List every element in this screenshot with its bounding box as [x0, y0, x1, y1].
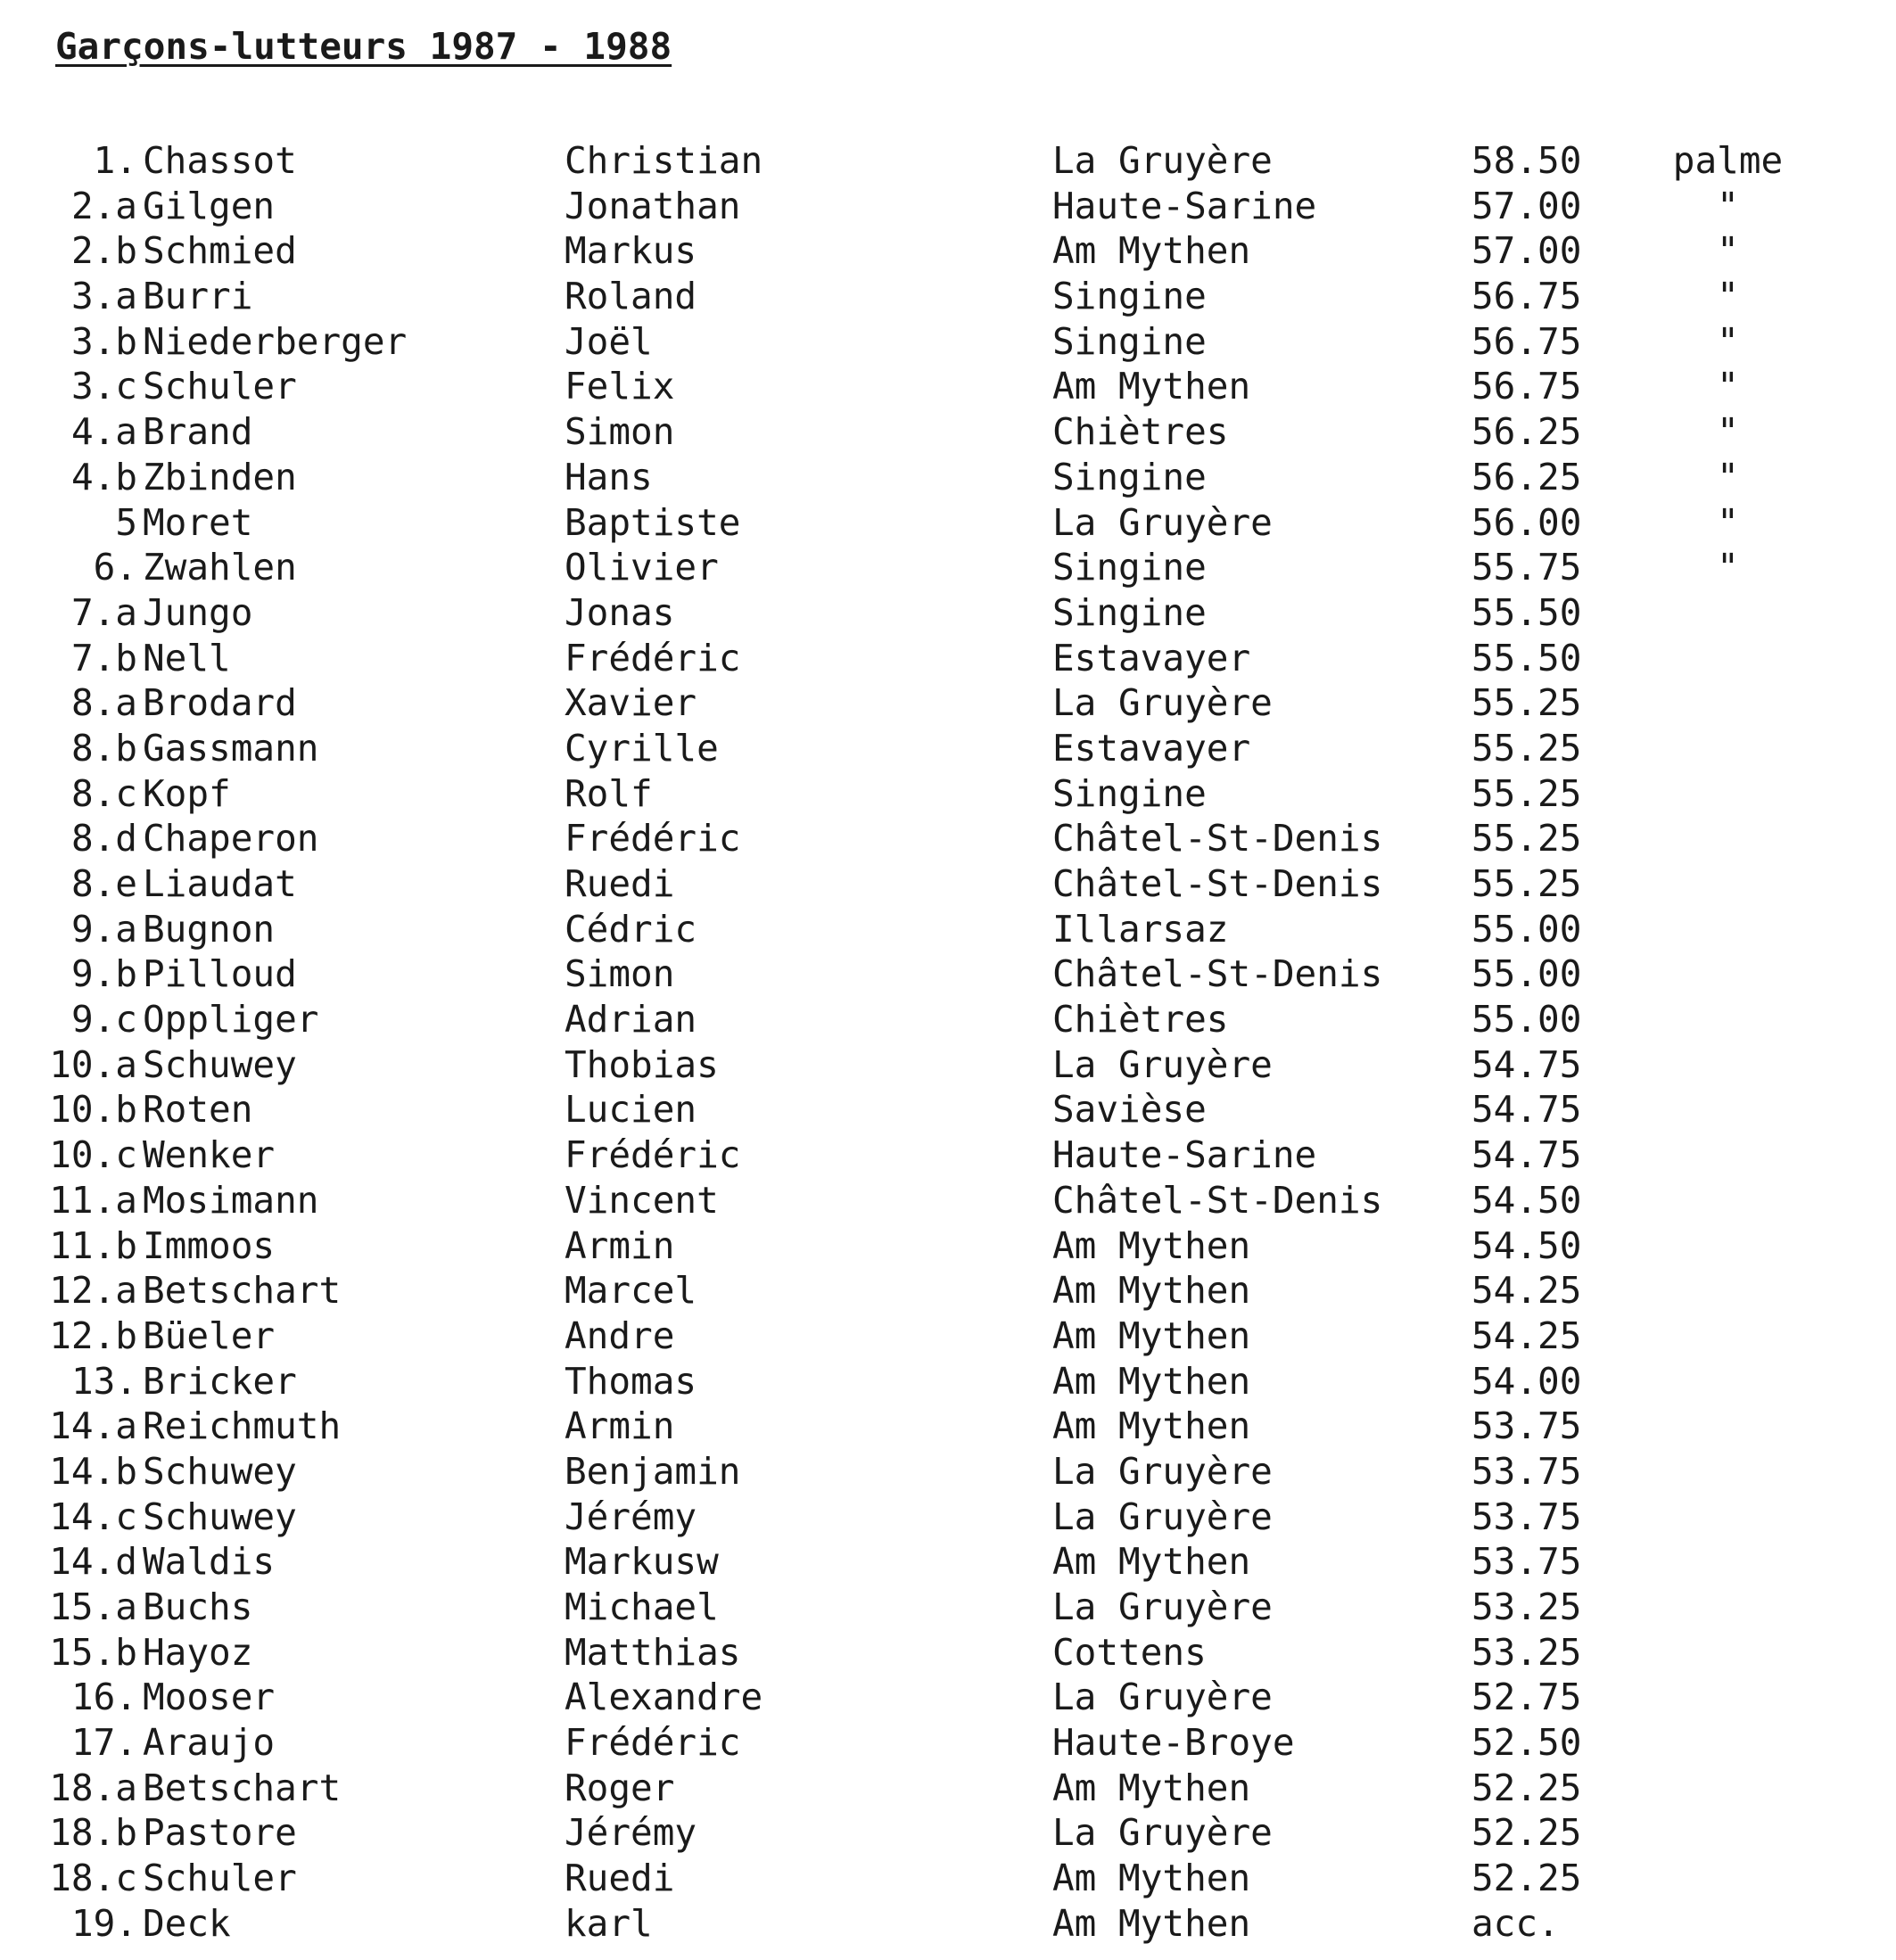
last-name-cell: Niederberger	[143, 319, 408, 363]
first-name-cell: Michael	[565, 1585, 719, 1628]
rank-cell: 4.b	[70, 455, 137, 498]
score-cell: 52.25	[1471, 1811, 1582, 1855]
club-cell: Singine	[1052, 546, 1207, 589]
note-cell: "	[1717, 275, 1739, 318]
rank-cell: 9.c	[70, 998, 137, 1042]
result-row	[0, 1585, 1896, 1630]
note-cell: "	[1717, 546, 1739, 589]
result-row	[0, 1630, 1896, 1676]
score-cell: 56.25	[1471, 455, 1582, 498]
first-name-cell: Ruedi	[565, 1857, 675, 1900]
first-name-cell: Olivier	[565, 546, 719, 589]
club-cell: Châtel-St-Denis	[1052, 862, 1383, 905]
first-name-cell: Frédéric	[565, 636, 741, 679]
last-name-cell: Liaudat	[143, 862, 297, 905]
score-cell: 54.75	[1471, 1133, 1582, 1177]
score-cell: 55.25	[1471, 681, 1582, 725]
note-cell: "	[1717, 455, 1739, 498]
club-cell: Am Mythen	[1052, 1314, 1251, 1357]
club-cell: La Gruyère	[1052, 1449, 1273, 1493]
result-row	[0, 1404, 1896, 1449]
club-cell: La Gruyère	[1052, 500, 1273, 544]
last-name-cell: Schmied	[143, 229, 297, 273]
result-row	[0, 274, 1896, 319]
club-cell: La Gruyère	[1052, 1585, 1273, 1628]
result-row	[0, 816, 1896, 861]
result-row	[0, 951, 1896, 997]
score-cell: 52.25	[1471, 1857, 1582, 1900]
result-row	[0, 1314, 1896, 1359]
last-name-cell: Immoos	[143, 1223, 276, 1267]
rank-cell: 12.b	[49, 1314, 137, 1357]
result-row	[0, 1087, 1896, 1132]
first-name-cell: Markus	[565, 229, 697, 273]
first-name-cell: Jérémy	[565, 1495, 697, 1538]
first-name-cell: Xavier	[565, 681, 697, 725]
rank-cell: 7.a	[70, 590, 137, 634]
club-cell: Cottens	[1052, 1630, 1207, 1674]
last-name-cell: Schuwey	[143, 1495, 297, 1538]
last-name-cell: Araujo	[143, 1721, 276, 1765]
first-name-cell: Lucien	[565, 1088, 697, 1132]
rank-cell: 10.c	[49, 1133, 137, 1177]
score-cell: 56.25	[1471, 410, 1582, 454]
score-cell: 57.00	[1471, 184, 1582, 227]
score-cell: 52.25	[1471, 1766, 1582, 1809]
result-row	[0, 1042, 1896, 1088]
result-row	[0, 409, 1896, 455]
first-name-cell: Joël	[565, 319, 653, 363]
last-name-cell: Brodard	[143, 681, 297, 725]
club-cell: Am Mythen	[1052, 365, 1251, 408]
result-row	[0, 184, 1896, 229]
club-cell: La Gruyère	[1052, 1676, 1273, 1719]
last-name-cell: Schuwey	[143, 1042, 297, 1086]
first-name-cell: Simon	[565, 410, 675, 454]
last-name-cell: Schuwey	[143, 1449, 297, 1493]
score-cell: 56.75	[1471, 319, 1582, 363]
result-row	[0, 1268, 1896, 1314]
result-row	[0, 590, 1896, 636]
result-row	[0, 1449, 1896, 1495]
last-name-cell: Chaperon	[143, 817, 319, 861]
score-cell: 54.25	[1471, 1269, 1582, 1313]
first-name-cell: Alexandre	[565, 1676, 763, 1719]
result-row	[0, 1810, 1896, 1856]
first-name-cell: Roger	[565, 1766, 675, 1809]
result-row	[0, 1856, 1896, 1901]
club-cell: Haute-Broye	[1052, 1721, 1295, 1765]
score-cell: 54.25	[1471, 1314, 1582, 1357]
rank-cell: 9.b	[70, 952, 137, 996]
first-name-cell: Armin	[565, 1404, 675, 1448]
club-cell: Haute-Sarine	[1052, 1133, 1317, 1177]
note-cell: palme	[1672, 139, 1784, 182]
last-name-cell: Buchs	[143, 1585, 253, 1628]
result-row	[0, 680, 1896, 726]
club-cell: Savièse	[1052, 1088, 1207, 1132]
score-cell: 55.75	[1471, 546, 1582, 589]
first-name-cell: Thomas	[565, 1359, 697, 1403]
score-cell: 56.75	[1471, 275, 1582, 318]
club-cell: Am Mythen	[1052, 229, 1251, 273]
club-cell: Am Mythen	[1052, 1404, 1251, 1448]
last-name-cell: Wenker	[143, 1133, 276, 1177]
score-cell: 55.25	[1471, 817, 1582, 861]
result-row	[0, 545, 1896, 590]
club-cell: Singine	[1052, 590, 1207, 634]
score-cell: 53.75	[1471, 1404, 1582, 1448]
first-name-cell: Simon	[565, 952, 675, 996]
result-row	[0, 138, 1896, 184]
note-cell: "	[1717, 410, 1739, 454]
results-list	[0, 138, 1896, 1947]
score-cell: 54.50	[1471, 1178, 1582, 1222]
rank-cell: 12.a	[49, 1269, 137, 1313]
score-cell: 55.50	[1471, 636, 1582, 679]
rank-cell: 18.b	[49, 1811, 137, 1855]
score-cell: 53.75	[1471, 1540, 1582, 1584]
score-cell: 55.00	[1471, 952, 1582, 996]
rank-cell: 14.c	[49, 1495, 137, 1538]
score-cell: 55.25	[1471, 862, 1582, 905]
score-cell: 52.50	[1471, 1721, 1582, 1765]
club-cell: Am Mythen	[1052, 1223, 1251, 1267]
rank-cell: 13.	[70, 1359, 137, 1403]
rank-cell: 8.e	[70, 862, 137, 905]
result-row	[0, 771, 1896, 817]
club-cell: Illarsaz	[1052, 907, 1229, 951]
first-name-cell: karl	[565, 1901, 653, 1945]
rank-cell: 3.a	[70, 275, 137, 318]
last-name-cell: Reichmuth	[143, 1404, 342, 1448]
rank-cell: 2.b	[70, 229, 137, 273]
rank-cell: 4.a	[70, 410, 137, 454]
rank-cell: 18.c	[49, 1857, 137, 1900]
club-cell: Châtel-St-Denis	[1052, 1178, 1383, 1222]
rank-cell: 2.a	[70, 184, 137, 227]
note-cell: "	[1717, 229, 1739, 273]
first-name-cell: Cédric	[565, 907, 697, 951]
result-row	[0, 1675, 1896, 1720]
club-cell: La Gruyère	[1052, 1811, 1273, 1855]
score-cell: 53.75	[1471, 1495, 1582, 1538]
first-name-cell: Roland	[565, 275, 697, 318]
last-name-cell: Zbinden	[143, 455, 297, 498]
score-cell: 54.00	[1471, 1359, 1582, 1403]
club-cell: Am Mythen	[1052, 1901, 1251, 1945]
club-cell: Am Mythen	[1052, 1540, 1251, 1584]
rank-cell: 15.b	[49, 1630, 137, 1674]
result-row	[0, 500, 1896, 546]
rank-cell: 11.b	[49, 1223, 137, 1267]
score-cell: 55.50	[1471, 590, 1582, 634]
club-cell: Singine	[1052, 319, 1207, 363]
first-name-cell: Matthias	[565, 1630, 741, 1674]
result-row	[0, 1720, 1896, 1766]
rank-cell: 8.a	[70, 681, 137, 725]
club-cell: Am Mythen	[1052, 1766, 1251, 1809]
last-name-cell: Bugnon	[143, 907, 276, 951]
club-cell: Châtel-St-Denis	[1052, 817, 1383, 861]
first-name-cell: Thobias	[565, 1042, 719, 1086]
result-row	[0, 228, 1896, 274]
first-name-cell: Jonathan	[565, 184, 741, 227]
score-cell: 56.00	[1471, 500, 1582, 544]
result-row	[0, 1359, 1896, 1404]
club-cell: La Gruyère	[1052, 681, 1273, 725]
club-cell: Estavayer	[1052, 726, 1251, 770]
rank-cell: 3.c	[70, 365, 137, 408]
score-cell: 54.50	[1471, 1223, 1582, 1267]
last-name-cell: Mosimann	[143, 1178, 319, 1222]
rank-cell: 16.	[70, 1676, 137, 1719]
score-cell: 55.00	[1471, 998, 1582, 1042]
last-name-cell: Büeler	[143, 1314, 276, 1357]
last-name-cell: Kopf	[143, 771, 231, 815]
first-name-cell: Hans	[565, 455, 653, 498]
score-cell: 56.75	[1471, 365, 1582, 408]
rank-cell: 14.a	[49, 1404, 137, 1448]
first-name-cell: Frédéric	[565, 817, 741, 861]
result-row	[0, 1132, 1896, 1178]
last-name-cell: Pilloud	[143, 952, 297, 996]
first-name-cell: Markusw	[565, 1540, 719, 1584]
first-name-cell: Armin	[565, 1223, 675, 1267]
club-cell: La Gruyère	[1052, 1495, 1273, 1538]
rank-cell: 10.b	[49, 1088, 137, 1132]
last-name-cell: Roten	[143, 1088, 253, 1132]
club-cell: Am Mythen	[1052, 1269, 1251, 1313]
rank-cell: 17.	[70, 1721, 137, 1765]
first-name-cell: Jérémy	[565, 1811, 697, 1855]
score-cell: 58.50	[1471, 139, 1582, 182]
last-name-cell: Chassot	[143, 139, 297, 182]
club-cell: Am Mythen	[1052, 1359, 1251, 1403]
first-name-cell: Cyrille	[565, 726, 719, 770]
result-row	[0, 1223, 1896, 1269]
rank-cell: 3.b	[70, 319, 137, 363]
result-row	[0, 1495, 1896, 1540]
first-name-cell: Andre	[565, 1314, 675, 1357]
first-name-cell: Christian	[565, 139, 763, 182]
first-name-cell: Benjamin	[565, 1449, 741, 1493]
first-name-cell: Rolf	[565, 771, 653, 815]
first-name-cell: Frédéric	[565, 1721, 741, 1765]
club-cell: Estavayer	[1052, 636, 1251, 679]
last-name-cell: Betschart	[143, 1766, 342, 1809]
result-row	[0, 1178, 1896, 1223]
result-row	[0, 907, 1896, 952]
document-title: Garçons-lutteurs 1987 - 1988	[55, 25, 672, 68]
result-row	[0, 1766, 1896, 1811]
club-cell: La Gruyère	[1052, 1042, 1273, 1086]
last-name-cell: Brand	[143, 410, 253, 454]
last-name-cell: Gassmann	[143, 726, 319, 770]
score-cell: 54.75	[1471, 1042, 1582, 1086]
last-name-cell: Nell	[143, 636, 231, 679]
last-name-cell: Waldis	[143, 1540, 276, 1584]
rank-cell: 14.d	[49, 1540, 137, 1584]
rank-cell: 11.a	[49, 1178, 137, 1222]
last-name-cell: Schuler	[143, 1857, 297, 1900]
score-cell: 53.25	[1471, 1630, 1582, 1674]
rank-cell: 8.b	[70, 726, 137, 770]
club-cell: La Gruyère	[1052, 139, 1273, 182]
result-row	[0, 455, 1896, 500]
last-name-cell: Betschart	[143, 1269, 342, 1313]
score-cell: 55.25	[1471, 726, 1582, 770]
result-row	[0, 364, 1896, 409]
score-cell: 53.75	[1471, 1449, 1582, 1493]
club-cell: Haute-Sarine	[1052, 184, 1317, 227]
rank-cell: 1.	[93, 139, 137, 182]
result-row	[0, 636, 1896, 681]
rank-cell: 19.	[70, 1901, 137, 1945]
result-row	[0, 319, 1896, 365]
last-name-cell: Zwahlen	[143, 546, 297, 589]
first-name-cell: Vincent	[565, 1178, 719, 1222]
last-name-cell: Burri	[143, 275, 253, 318]
last-name-cell: Oppliger	[143, 998, 319, 1042]
last-name-cell: Mooser	[143, 1676, 276, 1719]
score-cell: 57.00	[1471, 229, 1582, 273]
result-row	[0, 726, 1896, 771]
first-name-cell: Frédéric	[565, 1133, 741, 1177]
rank-cell: 6.	[93, 546, 137, 589]
last-name-cell: Jungo	[143, 590, 253, 634]
score-cell: 52.75	[1471, 1676, 1582, 1719]
club-cell: Am Mythen	[1052, 1857, 1251, 1900]
rank-cell: 15.a	[49, 1585, 137, 1628]
last-name-cell: Gilgen	[143, 184, 276, 227]
last-name-cell: Moret	[143, 500, 253, 544]
result-row	[0, 1539, 1896, 1585]
rank-cell: 18.a	[49, 1766, 137, 1809]
first-name-cell: Felix	[565, 365, 675, 408]
rank-cell: 14.b	[49, 1449, 137, 1493]
rank-cell: 10.a	[49, 1042, 137, 1086]
last-name-cell: Deck	[143, 1901, 231, 1945]
first-name-cell: Baptiste	[565, 500, 741, 544]
score-cell: 54.75	[1471, 1088, 1582, 1132]
club-cell: Singine	[1052, 771, 1207, 815]
club-cell: Chiètres	[1052, 410, 1229, 454]
score-cell: 55.25	[1471, 771, 1582, 815]
rank-cell: 5	[115, 500, 137, 544]
note-cell: "	[1717, 319, 1739, 363]
first-name-cell: Ruedi	[565, 862, 675, 905]
club-cell: Singine	[1052, 455, 1207, 498]
last-name-cell: Hayoz	[143, 1630, 253, 1674]
result-row	[0, 861, 1896, 907]
first-name-cell: Adrian	[565, 998, 697, 1042]
score-cell: 53.25	[1471, 1585, 1582, 1628]
last-name-cell: Schuler	[143, 365, 297, 408]
club-cell: Chiètres	[1052, 998, 1229, 1042]
result-row	[0, 997, 1896, 1042]
rank-cell: 8.d	[70, 817, 137, 861]
first-name-cell: Marcel	[565, 1269, 697, 1313]
last-name-cell: Bricker	[143, 1359, 297, 1403]
result-row	[0, 1901, 1896, 1947]
note-cell: "	[1717, 365, 1739, 408]
note-cell: "	[1717, 500, 1739, 544]
rank-cell: 7.b	[70, 636, 137, 679]
rank-cell: 9.a	[70, 907, 137, 951]
score-cell: 55.00	[1471, 907, 1582, 951]
note-cell: "	[1717, 184, 1739, 227]
rank-cell: 8.c	[70, 771, 137, 815]
first-name-cell: Jonas	[565, 590, 675, 634]
last-name-cell: Pastore	[143, 1811, 297, 1855]
club-cell: Châtel-St-Denis	[1052, 952, 1383, 996]
score-cell: acc.	[1471, 1901, 1560, 1945]
club-cell: Singine	[1052, 275, 1207, 318]
